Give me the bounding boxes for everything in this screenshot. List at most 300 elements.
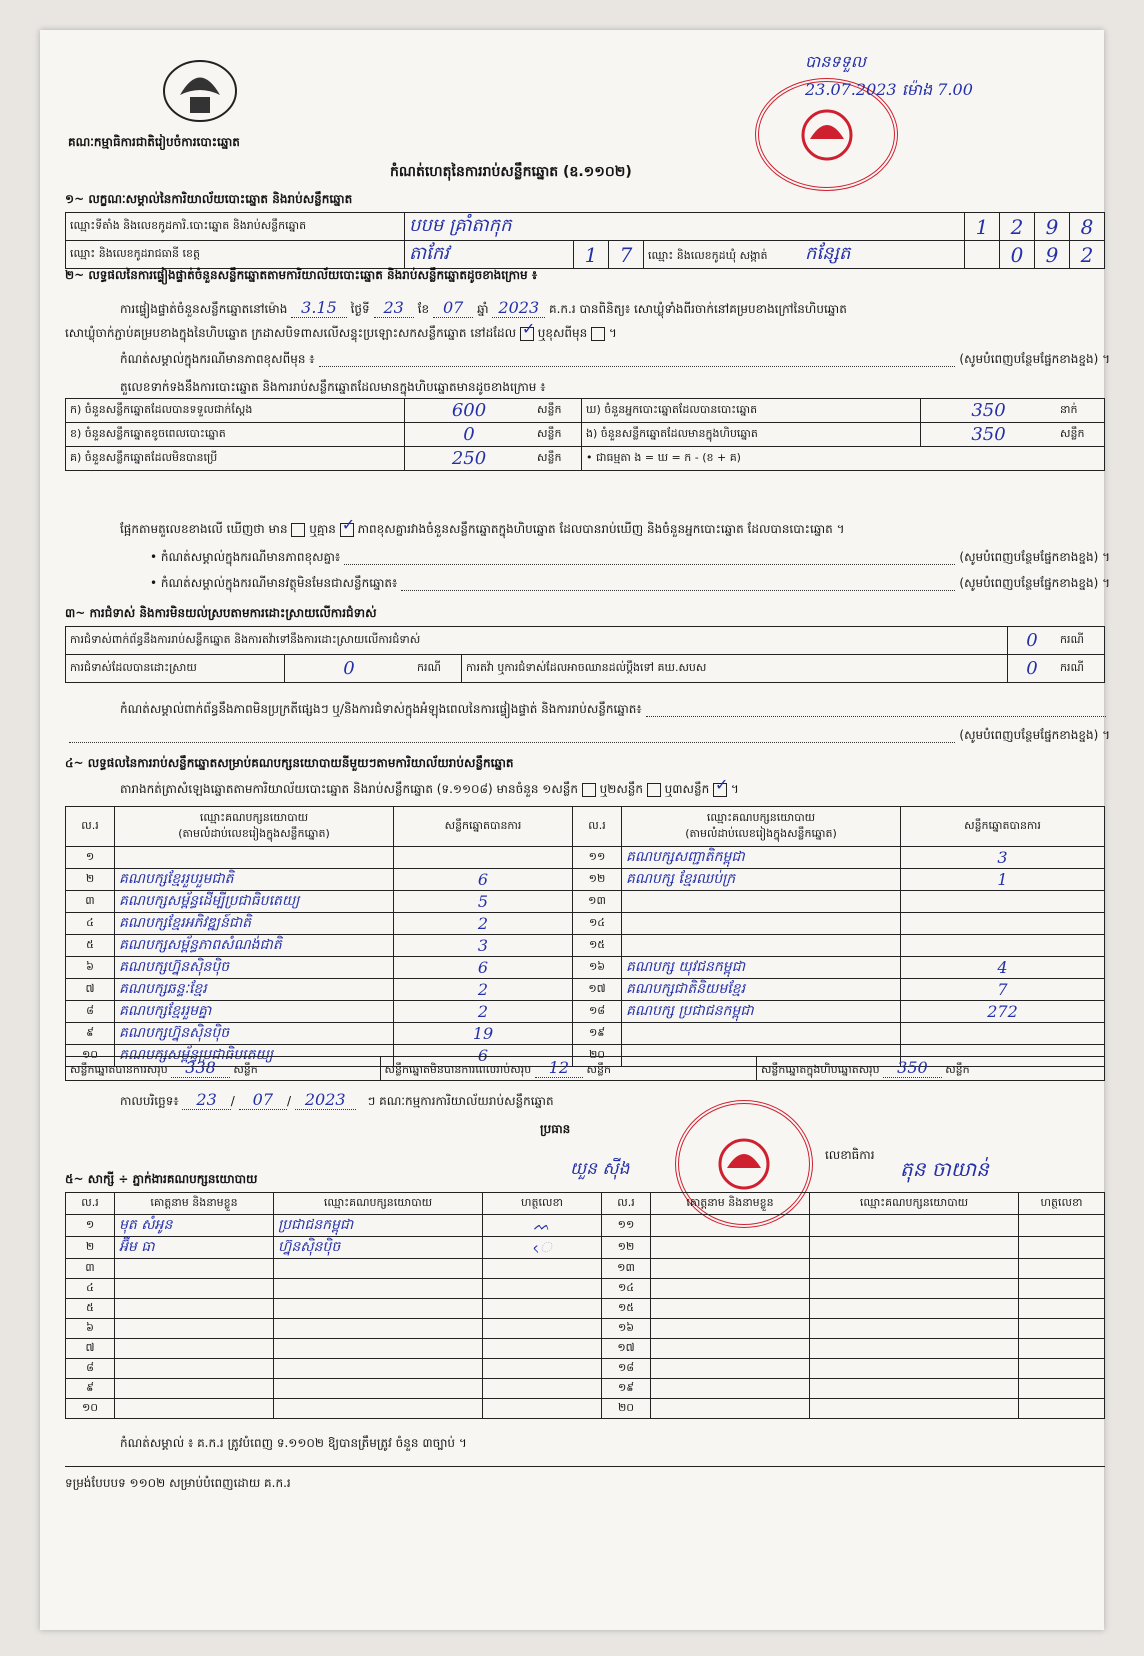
col-party xyxy=(115,807,394,847)
party-votes xyxy=(901,891,1105,913)
witness-signature xyxy=(1019,1237,1105,1259)
table-row xyxy=(66,1379,1105,1399)
witness-name xyxy=(651,1379,810,1399)
verify-text-b: គ.ក.រ បានពិនិត្យ៖ សោឃ្លុំទាំងពីរចាក់នៅគម្របខាងក្រៅនៃហិបឆ្នោត xyxy=(548,302,847,316)
party-votes xyxy=(901,913,1105,935)
witness-party xyxy=(274,1279,483,1299)
row-no: ២ xyxy=(66,1237,115,1259)
table-row xyxy=(66,1359,1105,1379)
table-row xyxy=(66,1399,1105,1419)
witness-name xyxy=(115,1339,274,1359)
compare-text-c: ភាពខុសគ្នារវាងចំនួនសន្លឹកឆ្នោតក្នុងហិបឆ្នោត ដែលបានរាប់ឃើញ និងចំនួនអ្នកបោះឆ្នោត ដែលបានបោះឆ្នោត ។ xyxy=(357,522,845,536)
row-no: ១៥ xyxy=(602,1299,651,1319)
row-no: ៣ xyxy=(66,1259,115,1279)
witness-name xyxy=(651,1359,810,1379)
form-title: កំណត់ហេតុនៃការរាប់សន្លឹកឆ្នោត (ឧ.១១០២) xyxy=(390,164,632,180)
tally-line: តារាងកត់ត្រាសំឡេងឆ្នោតតាមការិយាល័យបោះឆ្នោត និងរាប់សន្លឹកឆ្នោត (ទ.១១០៨) មានចំនួន ១សន្លឹក ឬ២សន្លឹក ឬ៣សន្លឹក ✓ ។ xyxy=(120,782,739,797)
col-votes: សន្លឹកឆ្នោតបានការ xyxy=(901,807,1105,847)
figure-label: ខ) ចំនួនសន្លឹកឆ្នោតខូចពេលបោះឆ្នោត xyxy=(66,423,405,447)
secretary-signature: តុន ចាយាន់ xyxy=(900,1157,989,1181)
month-label: ខែ xyxy=(417,302,430,316)
col-party-sub: (តាមលំដាប់លេខរៀងក្នុងសន្លឹកឆ្នោត) xyxy=(685,826,837,840)
party-votes: 5 xyxy=(394,891,573,913)
party-name: គណបក្សហ្វ៊ុនស៊ិនប៉ិច xyxy=(115,957,394,979)
received-note xyxy=(805,48,973,104)
table-row xyxy=(66,1299,1105,1319)
invalid-note-line xyxy=(150,576,1110,591)
party-votes: 19 xyxy=(394,1023,573,1045)
section3-heading: ៣~ ការជំទាស់ និងការមិនយល់ស្របតាមការដោះស្រាយលើការជំទាស់ xyxy=(65,606,377,620)
figures-table xyxy=(65,398,1105,471)
col-name: គោត្តនាម និងនាមខ្លួន xyxy=(651,1193,810,1215)
party-votes: 2 xyxy=(394,913,573,935)
verify-text-2: សោឃ្លុំចាក់ភ្ជាប់គម្របខាងក្នុងនៃហិបឆ្នោត ក្រដាសបិទពាសលើសន្ទុះប្រឡោះសកសន្លឹកឆ្នោត នៅដដែល xyxy=(65,326,517,340)
total-invalid-unit: សន្លឹក xyxy=(586,1063,611,1076)
row-no: ១៦ xyxy=(602,1319,651,1339)
party-votes: 7 xyxy=(901,979,1105,1001)
col-party: ឈ្មោះគណបក្សនយោបាយ xyxy=(810,1193,1019,1215)
witness-party xyxy=(810,1319,1019,1339)
date-year: 2023 xyxy=(295,1090,356,1110)
witness-signature xyxy=(1019,1399,1105,1419)
party-votes: 2 xyxy=(394,1001,573,1023)
compare-line xyxy=(120,522,845,537)
witness-name xyxy=(651,1279,810,1299)
witness-name xyxy=(651,1215,810,1237)
witness-signature xyxy=(483,1359,602,1379)
witness-party xyxy=(274,1379,483,1399)
total-valid-label: សន្លឹកឆ្នោតបានការសរុប xyxy=(70,1063,168,1076)
party-name: គណបក្សឆន្ទៈខ្មែរ xyxy=(115,979,394,1001)
party-votes: 4 xyxy=(901,957,1105,979)
row-no: ៩ xyxy=(66,1379,115,1399)
irregular-note-line-2 xyxy=(65,728,1110,743)
witness-name xyxy=(115,1279,274,1299)
row-no: ៥ xyxy=(66,935,115,957)
witness-signature xyxy=(483,1279,602,1299)
party-votes: 6 xyxy=(394,869,573,891)
witness-party xyxy=(810,1339,1019,1359)
party-votes: 1 xyxy=(901,869,1105,891)
table-row xyxy=(66,891,1105,913)
table-row xyxy=(66,847,1105,869)
witness-signature xyxy=(1019,1279,1105,1299)
table-row xyxy=(66,1023,1105,1045)
irregular-note-line xyxy=(120,702,1110,717)
party-votes: 6 xyxy=(394,1045,573,1067)
dotted-line xyxy=(344,550,955,565)
difference-note-label: កំណត់សម្គាល់ក្នុងករណីមានភាពខុសពីមុន ៖ xyxy=(120,352,315,366)
party-name: គណបក្សខ្មែរអភិវឌ្ឍន៍ជាតិ xyxy=(115,913,394,935)
party-name: គណបក្សសម្ព័ន្ធប្រជាធិបតេយ្យ xyxy=(115,1045,394,1067)
total-invalid-value: 12 xyxy=(535,1058,583,1078)
row-no: ១៨ xyxy=(602,1359,651,1379)
col-party xyxy=(622,807,901,847)
complaints-unit: ករណី xyxy=(1056,627,1105,655)
province-digit: 1 xyxy=(574,241,609,269)
party-name: គណបក្សសម្ព័ន្ធដើម្បីប្រជាធិបតេយ្យ xyxy=(115,891,394,913)
party-name: គណបក្ស យុវជនកម្ពុជា xyxy=(622,957,901,979)
total-box-value: 350 xyxy=(883,1058,942,1078)
empty-cell xyxy=(965,241,1000,269)
col-party: ឈ្មោះគណបក្សនយោបាយ xyxy=(274,1193,483,1215)
figure-value-2: 350 xyxy=(921,423,1057,447)
chair-label: ប្រធាន xyxy=(540,1122,571,1136)
row-no: ៩ xyxy=(66,1023,115,1045)
witness-party xyxy=(274,1259,483,1279)
row-no: ៧ xyxy=(66,979,115,1001)
date-day: 23 xyxy=(182,1090,230,1110)
commune-digit: 0 xyxy=(1000,241,1035,269)
figure-unit-2: នាក់ xyxy=(1056,399,1105,423)
witness-signature xyxy=(1019,1259,1105,1279)
party-votes xyxy=(901,935,1105,957)
party-name: គណបក្សសញ្ជាតិកម្ពុជា xyxy=(622,847,901,869)
code-digit: 8 xyxy=(1070,213,1105,241)
two-sheet-checkbox[interactable] xyxy=(647,783,661,797)
witness-signature: ᨓ xyxy=(483,1215,602,1237)
witness-name xyxy=(651,1399,810,1419)
row-no: ៨ xyxy=(66,1359,115,1379)
party-votes: 6 xyxy=(394,957,573,979)
party-name: គណបក្សហ្វ៊ុនស៊ិនប៉ិច xyxy=(115,1023,394,1045)
col-votes: សន្លឹកឆ្នោតបានការ xyxy=(394,807,573,847)
dotted-line xyxy=(319,352,956,367)
figure-unit: សន្លឹក xyxy=(533,447,582,471)
section1-heading: ១~ លក្ខណៈសម្គាល់នៃការិយាល័យបោះឆ្នោត និងរាប់សន្លឹកឆ្នោត xyxy=(65,192,353,206)
witness-signature xyxy=(483,1299,602,1319)
witness-name xyxy=(115,1259,274,1279)
witness-name xyxy=(651,1237,810,1259)
resolved-value: 0 xyxy=(285,655,414,683)
witness-party xyxy=(274,1359,483,1379)
witness-name xyxy=(115,1319,274,1339)
witness-party xyxy=(810,1259,1019,1279)
col-no: ល.រ xyxy=(66,807,115,847)
fill-more-note: (សូមបំពេញបន្ថែមផ្នែកខាងខ្នង) ។ xyxy=(959,576,1110,590)
witness-name xyxy=(115,1379,274,1399)
dotted-line xyxy=(646,702,1106,717)
row-no: ២០ xyxy=(573,1045,622,1067)
col-party-sub: (តាមលំដាប់លេខរៀងក្នុងសន្លឹកឆ្នោត) xyxy=(178,826,330,840)
date-month: 07 xyxy=(239,1090,287,1110)
table-row xyxy=(66,957,1105,979)
row-no: ១១ xyxy=(602,1215,651,1237)
witness-name: អ៊ឹម ធា xyxy=(115,1237,274,1259)
row-no: ១១ xyxy=(573,847,622,869)
has-difference-checkbox[interactable] xyxy=(291,523,305,537)
row-no: ១០ xyxy=(66,1045,115,1067)
witness-party xyxy=(810,1279,1019,1299)
table-row xyxy=(66,869,1105,891)
total-box xyxy=(756,1057,1104,1081)
invalid-note-label: • កំណត់សម្គាល់ក្នុងករណីមានវត្ថុមិនមែនជាសន្លឹកឆ្នោត៖ xyxy=(150,576,398,590)
location-value: បបម គ្រាំតាកុក xyxy=(405,213,965,241)
location-table xyxy=(65,212,1105,269)
appeal-value: 0 xyxy=(1008,655,1057,683)
different-checkbox[interactable] xyxy=(591,327,605,341)
compare-text-a: ផ្អែកតាមតួលេខខាងលើ ឃើញថា មាន xyxy=(120,522,288,536)
party-name: គណបក្ស ប្រជាជនកម្ពុជា xyxy=(622,1001,901,1023)
witness-name: មុត សំអូន xyxy=(115,1215,274,1237)
different-label: ឬខុសពីមុន xyxy=(537,326,588,340)
witness-party xyxy=(810,1215,1019,1237)
row-no: ៣ xyxy=(66,891,115,913)
figure-label-2: ង) ចំនួនសន្លឹកឆ្នោតដែលមានក្នុងហិបឆ្នោត xyxy=(582,423,921,447)
complaints-label: ការជំទាស់ពាក់ព័ន្ធនឹងការរាប់សន្លឹកឆ្នោត និងការតវ៉ាទៅនឹងការដោះស្រាយលើការជំទាស់ xyxy=(66,627,1008,655)
party-name: គណបក្សខ្មែររួមគ្នា xyxy=(115,1001,394,1023)
total-box-unit: សន្លឹក xyxy=(945,1063,970,1076)
diff-note-line xyxy=(150,550,1110,565)
party-name xyxy=(622,891,901,913)
irregular-note-label: កំណត់សម្គាល់ពាក់ព័ន្ធនឹងភាពមិនប្រក្រតីផ្សេងៗ ឬ/និងការជំទាស់ក្នុងអំឡុងពេលនៃការផ្ទៀងផ្ទាត់ និងការរាប់សន្លឹកឆ្នោត៖ xyxy=(120,702,642,716)
row-no: ២ xyxy=(66,869,115,891)
figure-value: 600 xyxy=(405,399,534,423)
row-no: ៦ xyxy=(66,1319,115,1339)
witness-party xyxy=(810,1359,1019,1379)
row-no: ១ xyxy=(66,847,115,869)
resolved-label: ការជំទាស់ដែលបានដោះស្រាយ xyxy=(66,655,285,683)
table-row xyxy=(66,1319,1105,1339)
witness-signature xyxy=(1019,1379,1105,1399)
total-valid-unit: សន្លឹក xyxy=(233,1063,258,1076)
witness-name xyxy=(651,1259,810,1279)
results-table xyxy=(65,806,1105,1067)
figures-intro: តួលេខទាក់ទងនឹងការបោះឆ្នោត និងការរាប់សន្លឹកឆ្នោតដែលមានក្នុងហិបឆ្នោតមានដូចខាងក្រោម ៖ xyxy=(120,380,546,394)
code-digit: 9 xyxy=(1035,213,1070,241)
party-votes: 3 xyxy=(394,935,573,957)
witness-signature xyxy=(1019,1339,1105,1359)
witness-party xyxy=(274,1399,483,1419)
col-name: គោត្តនាម និងនាមខ្លួន xyxy=(115,1193,274,1215)
commune-value: កន្សែត xyxy=(805,243,851,264)
complaints-value: 0 xyxy=(1008,627,1057,655)
witness-body xyxy=(66,1215,1105,1419)
committee-label: ៗ គណៈកម្មការការិយាល័យរាប់សន្លឹកឆ្នោត xyxy=(367,1094,554,1108)
diff-note-label: • កំណត់សម្គាល់ក្នុងករណីមានភាពខុសគ្នា៖ xyxy=(150,550,341,564)
totals-table xyxy=(65,1056,1105,1081)
appeal-unit: ករណី xyxy=(1056,655,1105,683)
footer-text: ទម្រង់បែបបទ ១១០២ សម្រាប់បំពេញដោយ គ.ក.រ xyxy=(65,1476,291,1490)
party-votes: 272 xyxy=(901,1001,1105,1023)
same-checkbox[interactable] xyxy=(520,327,534,341)
total-invalid-label: សន្លឹកឆ្នោតមិនបានការពេលរាប់សរុប xyxy=(384,1063,532,1076)
row-no: ៨ xyxy=(66,1001,115,1023)
party-name xyxy=(622,1023,901,1045)
party-votes: 2 xyxy=(394,979,573,1001)
col-party-title: ឈ្មោះគណបក្សនយោបាយ xyxy=(199,810,309,824)
table-row xyxy=(66,1237,1105,1259)
day-label: ថ្ងៃទី xyxy=(350,302,370,316)
figure-label: គ) ចំនួនសន្លឹកឆ្នោតដែលមិនបានប្រើ xyxy=(66,447,405,471)
row-no: ១៥ xyxy=(573,935,622,957)
verify-year: 2023 xyxy=(492,298,545,318)
witness-signature xyxy=(1019,1215,1105,1237)
province-digit: 7 xyxy=(609,241,644,269)
witness-party: ហ្វ៊ុនស៊ិនប៉ិច xyxy=(274,1237,483,1259)
table-row xyxy=(66,1259,1105,1279)
col-sign: ហត្ថលេខា xyxy=(1019,1193,1105,1215)
witness-table xyxy=(65,1192,1105,1419)
row-no: ១៧ xyxy=(573,979,622,1001)
row-no: ១៩ xyxy=(602,1379,651,1399)
total-valid xyxy=(66,1057,381,1081)
commune-digit: 2 xyxy=(1070,241,1105,269)
tally-text: តារាងកត់ត្រាសំឡេងឆ្នោតតាមការិយាល័យបោះឆ្នោត និងរាប់សន្លឹកឆ្នោត (ទ.១១០៨) មានចំនួន ១សន្លឹក xyxy=(120,782,578,796)
date-line: កាលបរិច្ឆេទ៖ 23 / 07 / 2023 ៗ គណៈកម្មការការិយាល័យរាប់សន្លឹកឆ្នោត xyxy=(120,1090,554,1109)
figure-value: 250 xyxy=(405,447,534,471)
verify-month: 07 xyxy=(433,298,473,318)
verify-line-2: សោឃ្លុំចាក់ភ្ជាប់គម្របខាងក្នុងនៃហិបឆ្នោត ក្រដាសបិទពាសលើសន្ទុះប្រឡោះសកសន្លឹកឆ្នោត នៅដដែល ✓ ឬខុសពីមុន ។ xyxy=(65,326,617,341)
col-sign: ហត្ថលេខា xyxy=(483,1193,602,1215)
section4-heading: ៤~ លទ្ធផលនៃការរាប់សន្លឹកឆ្នោតសម្រាប់គណបក្សនយោបាយនីមួយៗតាមការិយាល័យរាប់សន្លឹកឆ្នោត xyxy=(65,756,514,770)
witness-party: ប្រជាជនកម្ពុជា xyxy=(274,1215,483,1237)
row-no: ៥ xyxy=(66,1299,115,1319)
party-name: គណបក្សសម្ព័ន្ធភាពសំណង់ជាតិ xyxy=(115,935,394,957)
location-label: ឈ្មោះទីតាំង និងលេខកូដការិ.បោះឆ្នោត និងរាប់សន្លឹកឆ្នោត xyxy=(66,213,405,241)
witness-signature: ᨙ xyxy=(483,1237,602,1259)
witness-party xyxy=(274,1339,483,1359)
table-row xyxy=(66,1339,1105,1359)
verify-line-1 xyxy=(120,300,1110,317)
verify-text: ការផ្ទៀងផ្ទាត់ចំនួនសន្លឹកឆ្នោតនៅម៉ោង xyxy=(120,302,288,316)
party-votes xyxy=(394,847,573,869)
received-datetime: 23.07.2023 ម៉ោង 7.00 xyxy=(805,80,973,99)
difference-note xyxy=(120,352,1110,367)
witness-name xyxy=(115,1359,274,1379)
code-digit: 2 xyxy=(1000,213,1035,241)
row-no: ១៣ xyxy=(602,1259,651,1279)
row-no: ៦ xyxy=(66,957,115,979)
fill-more-note: (សូមបំពេញបន្ថែមផ្នែកខាងខ្នង) ។ xyxy=(959,352,1110,366)
nec-logo-icon xyxy=(160,55,240,125)
party-votes: 3 xyxy=(901,847,1105,869)
witness-party xyxy=(810,1299,1019,1319)
table-row xyxy=(66,1279,1105,1299)
row-no: ១៤ xyxy=(602,1279,651,1299)
year-label: ឆ្នាំ xyxy=(477,302,489,316)
figure-label-2: ឃ) ចំនួនអ្នកបោះឆ្នោតដែលបានបោះឆ្នោត xyxy=(582,399,921,423)
witness-signature xyxy=(483,1339,602,1359)
three-sheet-checkbox[interactable] xyxy=(713,783,727,797)
final-note: កំណត់សម្គាល់ ៖ គ.ក.រ ត្រូវបំពេញ ទ.១១០២ ឱ្យបានត្រឹមត្រូវ ចំនួន ៣ច្បាប់ ។ xyxy=(120,1436,467,1450)
party-name: គណបក្សជាតិនិយមខ្មែរ xyxy=(622,979,901,1001)
date-label: កាលបរិច្ឆេទ៖ xyxy=(120,1094,179,1108)
witness-signature xyxy=(483,1319,602,1339)
row-no: ៤ xyxy=(66,1279,115,1299)
witness-signature xyxy=(483,1399,602,1419)
results-body xyxy=(66,847,1105,1067)
dotted-line xyxy=(69,728,955,743)
province-label: ឈ្មោះ និងលេខកូដរាជធានី ខេត្ត xyxy=(66,241,405,269)
table-row xyxy=(66,1001,1105,1023)
row-no: ១៩ xyxy=(573,1023,622,1045)
col-no: ល.រ xyxy=(66,1193,115,1215)
witness-name xyxy=(115,1299,274,1319)
resolved-unit: ករណី xyxy=(413,655,462,683)
party-votes xyxy=(901,1023,1105,1045)
witness-name xyxy=(651,1319,810,1339)
no-difference-checkbox[interactable] xyxy=(340,523,354,537)
row-no: ២០ xyxy=(602,1399,651,1419)
figure-value-2: 350 xyxy=(921,399,1057,423)
col-no: ល.រ xyxy=(602,1193,651,1215)
row-no: ១២ xyxy=(602,1237,651,1259)
total-box-label: សន្លឹកឆ្នោតក្នុងហិបឆ្នោតសរុប xyxy=(760,1063,880,1076)
three-sheet-label: ឬ៣សន្លឹក xyxy=(664,782,710,796)
row-no: ១៤ xyxy=(573,913,622,935)
party-name: គណបក្ស ខ្មែរឈប់ក្រ xyxy=(622,869,901,891)
appeal-label: ការតវ៉ា ឬការជំទាស់ដែលអាចឈានដល់ប្តឹងទៅ គឃ.សបស xyxy=(462,655,1008,683)
row-no: ១ xyxy=(66,1215,115,1237)
form-page xyxy=(40,30,1110,1630)
commune-label xyxy=(644,241,965,269)
witness-name xyxy=(651,1299,810,1319)
table-row xyxy=(66,979,1105,1001)
col-no: ល.រ xyxy=(573,807,622,847)
witness-party xyxy=(274,1299,483,1319)
row-no: ១០ xyxy=(66,1399,115,1419)
party-name xyxy=(622,935,901,957)
code-digit: 1 xyxy=(965,213,1000,241)
section2-heading: ២~ លទ្ធផលនៃការផ្ទៀងផ្ទាត់ចំនួនសន្លឹកឆ្នោតតាមការិយាល័យបោះឆ្នោត និងរាប់សន្លឹកឆ្នោតដូចខាងក្រោម ៖ xyxy=(65,268,538,282)
figure-value: 0 xyxy=(405,423,534,447)
table-row xyxy=(66,1215,1105,1237)
figure-unit: សន្លឹក xyxy=(533,399,582,423)
received-label: បានទទួល xyxy=(805,52,866,71)
witness-signature xyxy=(1019,1299,1105,1319)
party-name: គណបក្សខ្មែររួបរួមជាតិ xyxy=(115,869,394,891)
witness-party xyxy=(274,1319,483,1339)
row-no: ៧ xyxy=(66,1339,115,1359)
verify-day: 23 xyxy=(374,298,414,318)
witness-signature xyxy=(483,1259,602,1279)
witness-party xyxy=(810,1399,1019,1419)
witness-signature xyxy=(1019,1319,1105,1339)
witness-name xyxy=(115,1399,274,1419)
witness-signature xyxy=(483,1379,602,1399)
fill-more-note: (សូមបំពេញបន្ថែមផ្នែកខាងខ្នង) ។ xyxy=(959,550,1110,564)
verify-time: 3.15 xyxy=(291,298,347,318)
col-party-title: ឈ្មោះគណបក្សនយោបាយ xyxy=(706,810,816,824)
two-sheet-label: ឬ២សន្លឹក xyxy=(599,782,644,796)
witness-signature xyxy=(1019,1359,1105,1379)
witness-name xyxy=(651,1339,810,1359)
one-sheet-checkbox[interactable] xyxy=(582,783,596,797)
party-name xyxy=(622,913,901,935)
complaints-table xyxy=(65,626,1105,683)
row-no: ១៨ xyxy=(573,1001,622,1023)
formula-note: • ជាធម្មតា ង = ឃ = ក - (ខ + គ) xyxy=(582,447,1105,471)
table-row xyxy=(66,913,1105,935)
table-row xyxy=(66,935,1105,957)
row-no: ១៧ xyxy=(602,1339,651,1359)
commune-label-text: ឈ្មោះ និងលេខកូដឃុំ សង្កាត់ xyxy=(648,249,768,262)
figure-unit: សន្លឹក xyxy=(533,423,582,447)
witness-party xyxy=(810,1379,1019,1399)
figure-label: ក) ចំនួនសន្លឹកឆ្នោតដែលបានទទួលជាក់ស្តែង xyxy=(66,399,405,423)
footer-divider xyxy=(65,1466,1105,1467)
committee-name: គណៈកម្មាធិការជាតិរៀបចំការបោះឆ្នោត xyxy=(68,135,240,149)
fill-more-note: (សូមបំពេញបន្ថែមផ្នែកខាងខ្នង) ។ xyxy=(959,728,1110,742)
total-invalid xyxy=(380,1057,756,1081)
commune-digit: 9 xyxy=(1035,241,1070,269)
dotted-line xyxy=(401,576,955,591)
witness-party xyxy=(810,1237,1019,1259)
figure-unit-2: សន្លឹក xyxy=(1056,423,1105,447)
compare-text-b: ឬគ្មាន xyxy=(309,522,336,536)
secretary-label: លេខាធិការ xyxy=(825,1148,875,1162)
